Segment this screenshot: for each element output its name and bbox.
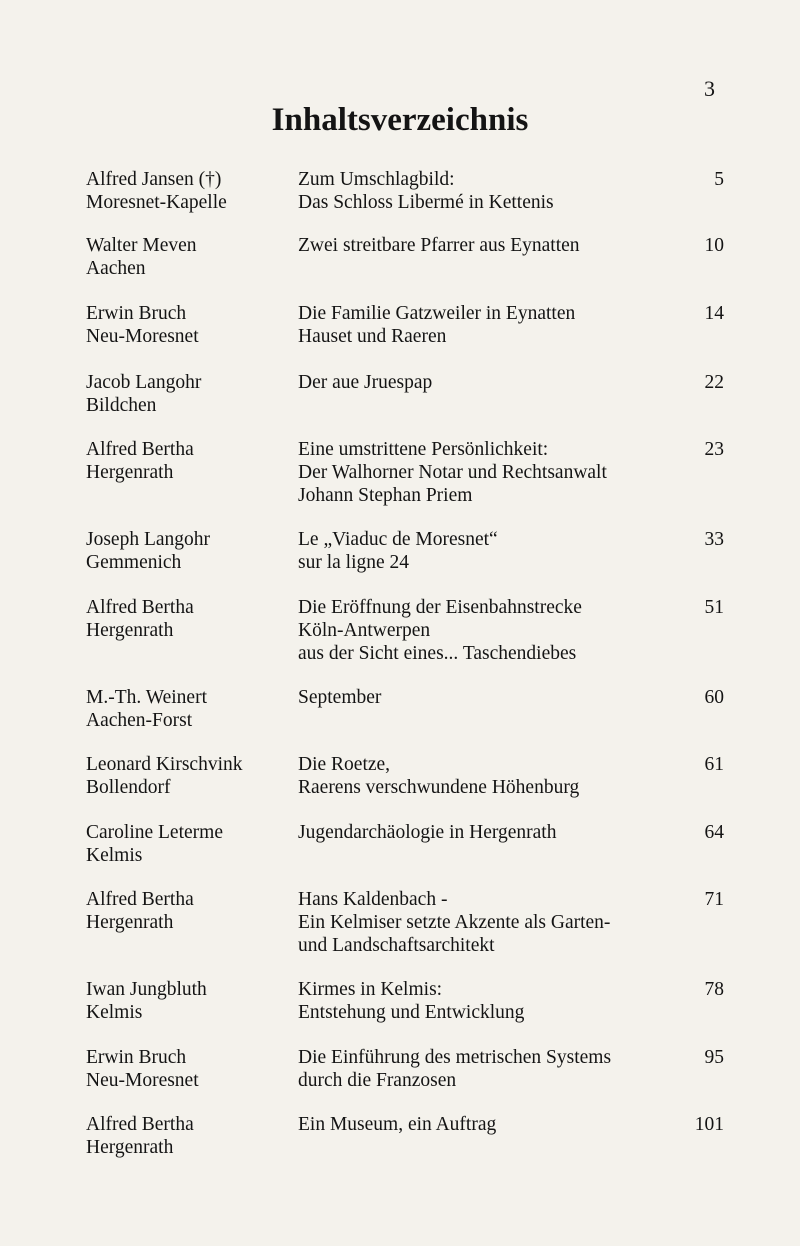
toc-article-title <box>298 821 698 844</box>
toc-author: Joseph Langohr <box>86 529 211 550</box>
toc-place: Aachen <box>86 258 146 279</box>
toc-article-title <box>298 528 698 574</box>
toc-article-title <box>298 234 698 257</box>
toc-title-line: und Landschaftsarchitekt <box>298 935 495 956</box>
toc-title-line: Hauset und Raeren <box>298 326 447 347</box>
toc-author: Erwin Bruch <box>86 303 187 324</box>
toc-author-block <box>86 686 291 732</box>
toc-author-block <box>86 438 291 484</box>
toc-author-block <box>86 371 291 417</box>
toc-place: Hergenrath <box>86 462 174 483</box>
toc-place: Hergenrath <box>86 620 174 641</box>
toc-page-number: 78 <box>704 979 724 1000</box>
toc-author: M.-Th. Weinert <box>86 687 207 708</box>
toc-article-title <box>298 1046 698 1092</box>
toc-article-title <box>298 1113 698 1136</box>
toc-title-line: Ein Kelmiser setzte Akzente als Garten- <box>298 912 611 933</box>
toc-author: Jacob Langohr <box>86 372 202 393</box>
toc-title-line: durch die Franzosen <box>298 1070 457 1091</box>
toc-author: Walter Meven <box>86 235 197 256</box>
toc-title-line: Johann Stephan Priem <box>298 485 473 506</box>
page-title: Inhaltsverzeichnis <box>271 102 529 138</box>
toc-author: Alfred Bertha <box>86 1114 194 1135</box>
toc-article-title <box>298 302 698 348</box>
toc-title-line: September <box>298 687 382 708</box>
toc-title-line: Der aue Jruespap <box>298 372 433 393</box>
toc-author-block <box>86 302 291 348</box>
toc-author: Alfred Bertha <box>86 439 194 460</box>
toc-place: Neu-Moresnet <box>86 326 199 347</box>
toc-author: Caroline Leterme <box>86 822 223 843</box>
toc-author: Alfred Jansen (†) <box>86 169 222 190</box>
toc-article-title <box>298 753 698 799</box>
toc-author: Erwin Bruch <box>86 1047 187 1068</box>
toc-place: Bildchen <box>86 395 157 416</box>
toc-author: Iwan Jungbluth <box>86 979 207 1000</box>
toc-title-line: Zwei streitbare Pfarrer aus Eynatten <box>298 235 580 256</box>
toc-place: Kelmis <box>86 1002 143 1023</box>
toc-author-block <box>86 753 291 799</box>
toc-title-line: Raerens verschwundene Höhenburg <box>298 777 580 798</box>
toc-page-number: 64 <box>704 822 724 843</box>
toc-place: Bollendorf <box>86 777 171 798</box>
toc-title-line: Eine umstrittene Persönlichkeit: <box>298 439 549 460</box>
toc-title-line: Jugendarchäologie in Hergenrath <box>298 822 557 843</box>
toc-author: Leonard Kirschvink <box>86 754 243 775</box>
toc-author-block <box>86 1046 291 1092</box>
toc-place: Gemmenich <box>86 552 182 573</box>
toc-place: Hergenrath <box>86 1137 174 1158</box>
toc-page-number: 51 <box>704 597 724 618</box>
toc-place: Hergenrath <box>86 912 174 933</box>
toc-title-line: Ein Museum, ein Auftrag <box>298 1114 497 1135</box>
toc-place: Neu-Moresnet <box>86 1070 199 1091</box>
toc-title-line: sur la ligne 24 <box>298 552 410 573</box>
toc-place: Aachen-Forst <box>86 710 193 731</box>
toc-page-number: 22 <box>704 372 724 393</box>
toc-page-number: 10 <box>704 235 724 256</box>
toc-title-line: aus der Sicht eines... Taschendiebes <box>298 643 577 664</box>
toc-article-title <box>298 596 698 665</box>
toc-page-number: 60 <box>704 687 724 708</box>
toc-title-line: Die Einführung des metrischen Systems <box>298 1047 612 1068</box>
toc-page-number: 95 <box>704 1047 724 1068</box>
toc-title-line: Hans Kaldenbach - <box>298 889 448 910</box>
toc-author: Alfred Bertha <box>86 889 194 910</box>
toc-author-block <box>86 978 291 1024</box>
toc-author-block <box>86 1113 291 1159</box>
toc-title-line: Das Schloss Libermé in Kettenis <box>298 192 554 213</box>
toc-author-block <box>86 168 291 214</box>
toc-place: Moresnet-Kapelle <box>86 192 227 213</box>
toc-author-block <box>86 821 291 867</box>
toc-page-number: 14 <box>704 303 724 324</box>
toc-title-line: Le „Viaduc de Moresnet“ <box>298 529 498 550</box>
toc-article-title <box>298 978 698 1024</box>
toc-title-line: Zum Umschlagbild: <box>298 169 455 190</box>
toc-page-number: 33 <box>704 529 724 550</box>
toc-title-line: Der Walhorner Notar und Rechtsanwalt <box>298 462 607 483</box>
toc-title-line: Die Roetze, <box>298 754 391 775</box>
toc-page-number: 5 <box>714 169 724 190</box>
toc-place: Kelmis <box>86 845 143 866</box>
toc-page-number: 101 <box>694 1114 724 1135</box>
toc-author-block <box>86 234 291 280</box>
toc-page-number: 61 <box>704 754 724 775</box>
toc-title-line: Köln-Antwerpen <box>298 620 431 641</box>
toc-title-line: Die Eröffnung der Eisenbahnstrecke <box>298 597 582 618</box>
toc-author-block <box>86 888 291 934</box>
toc-article-title <box>298 888 698 957</box>
toc-article-title <box>298 371 698 394</box>
toc-author: Alfred Bertha <box>86 597 194 618</box>
page-number: 3 <box>704 76 715 101</box>
toc-page-number: 71 <box>704 889 724 910</box>
toc-author-block <box>86 596 291 642</box>
toc-article-title <box>298 686 698 709</box>
toc-title-line: Kirmes in Kelmis: <box>298 979 443 1000</box>
toc-page-number: 23 <box>704 439 724 460</box>
toc-title-line: Die Familie Gatzweiler in Eynatten <box>298 303 576 324</box>
toc-author-block <box>86 528 291 574</box>
toc-article-title <box>298 438 698 507</box>
toc-article-title <box>298 168 698 214</box>
toc-title-line: Entstehung und Entwicklung <box>298 1002 525 1023</box>
